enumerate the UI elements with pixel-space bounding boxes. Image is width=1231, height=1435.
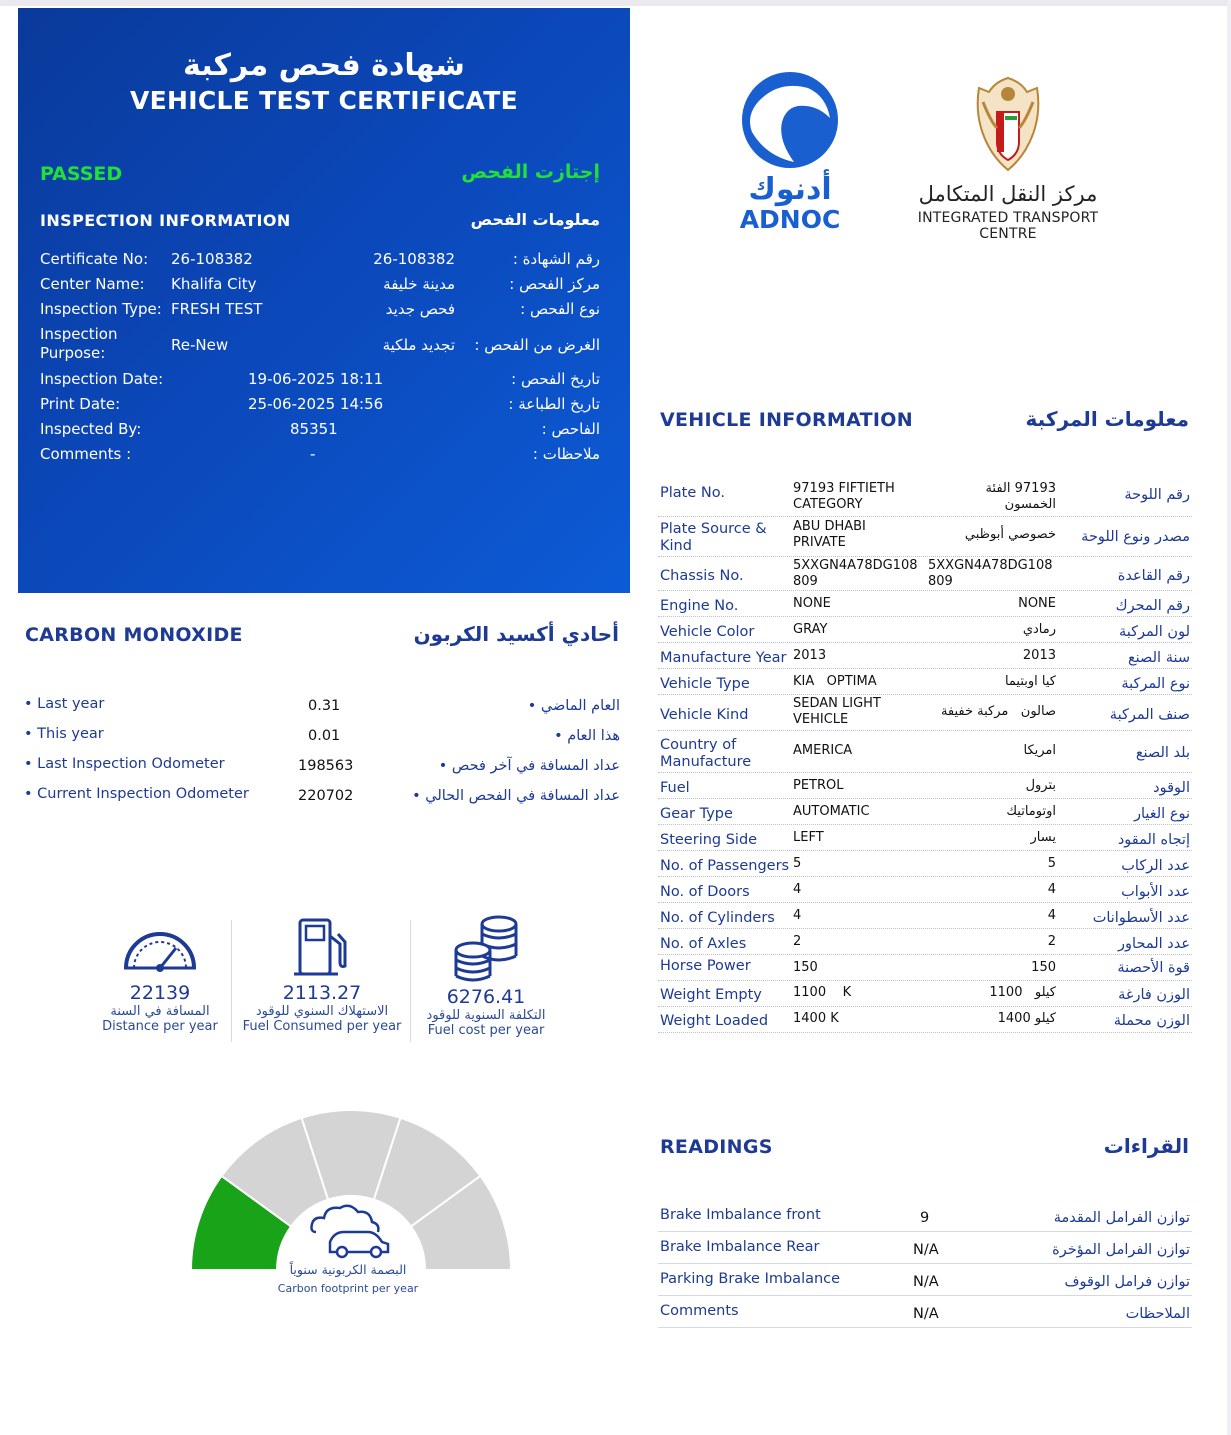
vehicle-label-ar: بلد الصنع [1135,745,1190,761]
reading-label: Brake Imbalance Rear [660,1239,820,1255]
vehicle-label: Fuel [660,780,690,796]
vehicle-value: 150 [793,960,818,975]
vehicle-row [658,731,1192,773]
vehicle-label: Plate No. [660,485,725,501]
inspector-value: 85351 [290,420,338,438]
vehicle-value-ar: بترول [1025,778,1056,793]
vehicle-value-ar: 2 [1047,934,1056,949]
reading-value: 9 [920,1210,930,1226]
reading-value: N/A [913,1242,939,1258]
type-value: FRESH TEST [171,300,263,318]
vehicle-value: 2013 [793,648,827,663]
reading-label: Parking Brake Imbalance [660,1271,841,1287]
adnoc-ar-text: أدنوك [748,172,832,207]
date-label: Inspection Date: [40,370,164,388]
vehicle-label: No. of Cylinders [660,910,775,926]
comments-value: - [310,445,316,463]
reading-row [658,1201,1192,1232]
vehicle-value: 5 [793,856,802,871]
itc-name-en: INTEGRATED TRANSPORT CENTRE [917,210,1099,242]
vehicle-value-ar: خصوصي أبوظبي [964,527,1056,542]
distance-value: 22139 [129,982,191,1004]
vehicle-value: 4 [793,908,802,923]
center-value: Khalifa City [171,275,257,293]
readings-heading: READINGS [660,1136,773,1158]
right-border [1227,0,1231,1435]
vehicle-row [658,851,1192,877]
vehicle-value-ar: يسار [1030,830,1056,845]
vehicle-value: GRAY [793,622,828,637]
vehicle-row [658,799,1192,825]
print-value: 25-06-2025 14:56 [248,395,384,413]
vehicle-label: Horse Power [660,958,751,974]
vehicle-label: Vehicle Type [660,676,750,692]
vehicle-value: 2 [793,934,802,949]
title-en: VEHICLE TEST CERTIFICATE [130,86,518,115]
vehicle-value: KIA OPTIMA [793,674,877,689]
status-passed-ar: إجتازت الفحص [461,161,600,183]
carbon-value: 198563 [298,758,354,774]
carbon-label: • Last year [24,696,105,712]
certificate-value-ar: 26-108382 [373,250,455,268]
distance-label-ar: المسافة في السنة [110,1004,210,1019]
inspection-panel [18,8,630,593]
vehicle-row [658,591,1192,617]
carbon-value: 220702 [298,788,354,804]
vehicle-label-ar: رقم القاعدة [1117,568,1190,584]
purpose-label: Inspection Purpose: [40,325,118,362]
vehicle-value-ar: كيلو 1400 [997,1011,1056,1026]
type-value-ar: فحص جديد [385,300,455,318]
top-border [0,0,1231,6]
adnoc-falcon-icon [738,70,842,170]
vehicle-row [658,1007,1192,1033]
vehicle-label-ar: نوع الغيار [1133,806,1190,822]
carbon-label-ar: عداد المسافة في الفحص الحالي • [412,788,620,804]
fuel-cost-stat [420,912,552,1039]
stat-divider [410,920,411,1042]
carbon-label: • Last Inspection Odometer [24,756,225,772]
purpose-value-ar: تجديد ملكية [382,336,455,354]
vehicle-row [658,825,1192,851]
vehicle-value: 4 [793,882,802,897]
vehicle-row [658,669,1192,695]
vehicle-label-ar: عدد الركاب [1121,858,1190,874]
vehicle-value-ar: 150 [1031,960,1056,975]
reading-label-ar: توازن الفرامل المقدمة [1053,1210,1190,1226]
carbon-value: 0.31 [308,698,341,714]
reading-label: Brake Imbalance front [660,1207,821,1223]
carbon-heading: CARBON MONOXIDE [25,624,243,646]
reading-label-ar: الملاحظات [1125,1306,1190,1322]
gauge-label-en: Carbon footprint per year [277,1282,419,1295]
vehicle-label-ar: قوة الأحصنة [1117,960,1190,976]
comments-label: Comments : [40,445,132,463]
vehicle-value: 5XXGN4A78DG108809 [793,558,918,589]
vehicle-label: Steering Side [660,832,758,848]
vehicle-heading: VEHICLE INFORMATION [660,409,913,431]
fuel-consumed-value: 2113.27 [282,982,362,1004]
fuel-consumed-label-en: Fuel Consumed per year [242,1019,402,1034]
vehicle-label-ar: مصدر ونوع اللوحة [1081,529,1190,545]
carbon-label-ar: عداد المسافة في آخر فحص • [438,758,620,774]
distance-label-en: Distance per year [102,1019,218,1034]
vehicle-value-ar: 5 [1047,856,1056,871]
certificate-label-ar: رقم الشهادة : [512,250,600,268]
adnoc-logo [738,70,842,240]
vehicle-label: Chassis No. [660,568,744,584]
vehicle-label: Vehicle Color [660,624,755,640]
certificate-value: 26-108382 [171,250,253,268]
vehicle-label: Weight Empty [660,987,762,1003]
purpose-label-ar: الغرض من الفحص : [474,336,600,354]
vehicle-row [658,617,1192,643]
reading-label-ar: توازن فرامل الوقوف [1064,1274,1190,1290]
carbon-heading-ar: أحادي أكسيد الكربون [413,622,619,646]
center-label-ar: مركز الفحص : [509,275,600,293]
carbon-label-ar: هذا العام • [554,728,620,744]
vehicle-label-ar: عدد الأبواب [1121,884,1190,900]
vehicle-label-ar: إتجاه المقود [1117,832,1190,848]
vehicle-row [658,981,1192,1007]
status-passed: PASSED [40,163,123,185]
vehicle-label: Weight Loaded [660,1013,769,1029]
vehicle-label-ar: صنف المركبة [1109,707,1190,723]
falcon-emblem-icon [965,72,1051,176]
certificate-label: Certificate No: [40,250,149,268]
stat-divider [231,920,232,1042]
inspector-label: Inspected By: [40,420,142,438]
vehicle-label: No. of Axles [660,936,747,952]
date-value: 19-06-2025 18:11 [248,370,384,388]
vehicle-value: PETROL [793,778,844,793]
vehicle-row [658,773,1192,799]
title-ar: شهادة فحص مركبة [183,48,465,83]
vehicle-row [658,643,1192,669]
vehicle-value-ar: كيا اوبتيما [1004,674,1056,689]
vehicle-label: Manufacture Year [660,650,787,666]
adnoc-en-text: ADNOC [739,205,841,234]
vehicle-label-ar: نوع المركبة [1121,676,1190,692]
vehicle-value-ar: كيلو 1100 [989,985,1056,1000]
carbon-label: • This year [24,726,104,742]
itc-name-ar: مركز النقل المتكامل [918,182,1098,206]
vehicle-label: Vehicle Kind [660,707,749,723]
gauge-label-ar: البصمة الكربونية سنوياً [289,1262,407,1277]
inspection-heading: INSPECTION INFORMATION [40,211,291,230]
center-value-ar: مدينة خليفة [383,275,455,293]
vehicle-value: AUTOMATIC [793,804,870,819]
vehicle-value-ar: 97193 الفئة الخمسون [985,481,1056,512]
fuel-cost-label-en: Fuel cost per year [427,1023,545,1038]
vehicle-value-ar: 4 [1047,908,1056,923]
vehicle-row [658,903,1192,929]
vehicle-row [658,517,1192,557]
vehicle-value-ar: صالون مركبة خفيفة [940,704,1056,719]
vehicle-label-ar: رقم المحرك [1115,598,1190,614]
vehicle-label: Country of Manufacture [660,737,752,770]
center-label: Center Name: [40,275,145,293]
coins-icon [451,912,521,982]
print-label-ar: تاريخ الطباعة : [508,395,600,413]
vehicle-value-ar: 4 [1047,882,1056,897]
carbon-gauge [188,1104,514,1272]
vehicle-label-ar: لون المركبة [1118,624,1190,640]
vehicle-value: SEDAN LIGHT VEHICLE [793,696,881,727]
vehicle-value: 1100 K [793,985,852,1000]
fuel-cost-label-ar: التكلفة السنوية للوقود [426,1008,546,1023]
vehicle-label: Engine No. [660,598,739,614]
reading-value: N/A [913,1274,939,1290]
vehicle-label-ar: الوزن محملة [1113,1013,1190,1029]
vehicle-label: Gear Type [660,806,733,822]
inspection-heading-ar: معلومات الفحص [470,210,600,229]
readings-heading-ar: القراءات [1103,1134,1189,1158]
distance-stat [90,922,230,1035]
reading-label-ar: توازن الفرامل المؤخرة [1052,1242,1190,1258]
fuel-pump-icon [290,916,354,978]
reading-row [658,1233,1192,1264]
fuel-consumed-label-ar: الاستهلاك السنوي للوقود [255,1004,389,1019]
date-label-ar: تاريخ الفحص : [511,370,600,388]
vehicle-label-ar: عدد المحاور [1118,936,1190,952]
fuel-consumed-stat [240,916,404,1035]
vehicle-value-ar: امريكا [1023,743,1056,758]
reading-value: N/A [913,1306,939,1322]
reading-row [658,1265,1192,1296]
purpose-value: Re-New [171,336,229,354]
vehicle-value-ar: اوتوماتيك [1006,804,1056,819]
vehicle-label-ar: عدد الأسطوانات [1092,910,1190,926]
vehicle-value: LEFT [793,830,824,845]
vehicle-label-ar: رقم اللوحة [1124,487,1190,503]
type-label-ar: نوع الفحص : [520,300,600,318]
vehicle-row [658,955,1192,981]
speedometer-icon [120,922,200,978]
vehicle-value: AMERICA [793,743,853,758]
vehicle-heading-ar: معلومات المركبة [1025,407,1189,431]
vehicle-value-ar: 5XXGN4A78DG108809 [928,558,1053,589]
vehicle-label: Plate Source & Kind [660,521,767,554]
inspector-label-ar: الفاحص : [541,420,600,438]
comments-label-ar: ملاحظات : [532,445,600,463]
reading-label: Comments [660,1303,739,1319]
vehicle-value: 1400 K [793,1011,839,1026]
vehicle-row [658,877,1192,903]
vehicle-value: ABU DHABI PRIVATE [793,519,866,550]
vehicle-value-ar: NONE [1018,596,1056,611]
carbon-label-ar: العام الماضي • [527,698,620,714]
vehicle-row [658,695,1192,731]
carbon-value: 0.01 [308,728,341,744]
vehicle-row [658,929,1192,955]
vehicle-value-ar: رمادي [1022,622,1056,637]
vehicle-value: 97193 FIFTIETH CATEGORY [793,481,895,512]
vehicle-value: NONE [793,596,831,611]
carbon-label: • Current Inspection Odometer [24,786,249,802]
reading-row [658,1297,1192,1328]
print-label: Print Date: [40,395,121,413]
abu-dhabi-emblem [965,72,1051,176]
vehicle-label-ar: سنة الصنع [1127,650,1190,666]
vehicle-label-ar: الوقود [1153,780,1190,796]
fuel-cost-value: 6276.41 [446,986,526,1008]
vehicle-row [658,479,1192,517]
vehicle-label: No. of Doors [660,884,750,900]
vehicle-label: No. of Passengers [660,858,790,874]
vehicle-label-ar: الوزن فارغة [1118,987,1190,1003]
vehicle-value-ar: 2013 [1022,648,1056,663]
vehicle-row [658,557,1192,591]
type-label: Inspection Type: [40,300,162,318]
